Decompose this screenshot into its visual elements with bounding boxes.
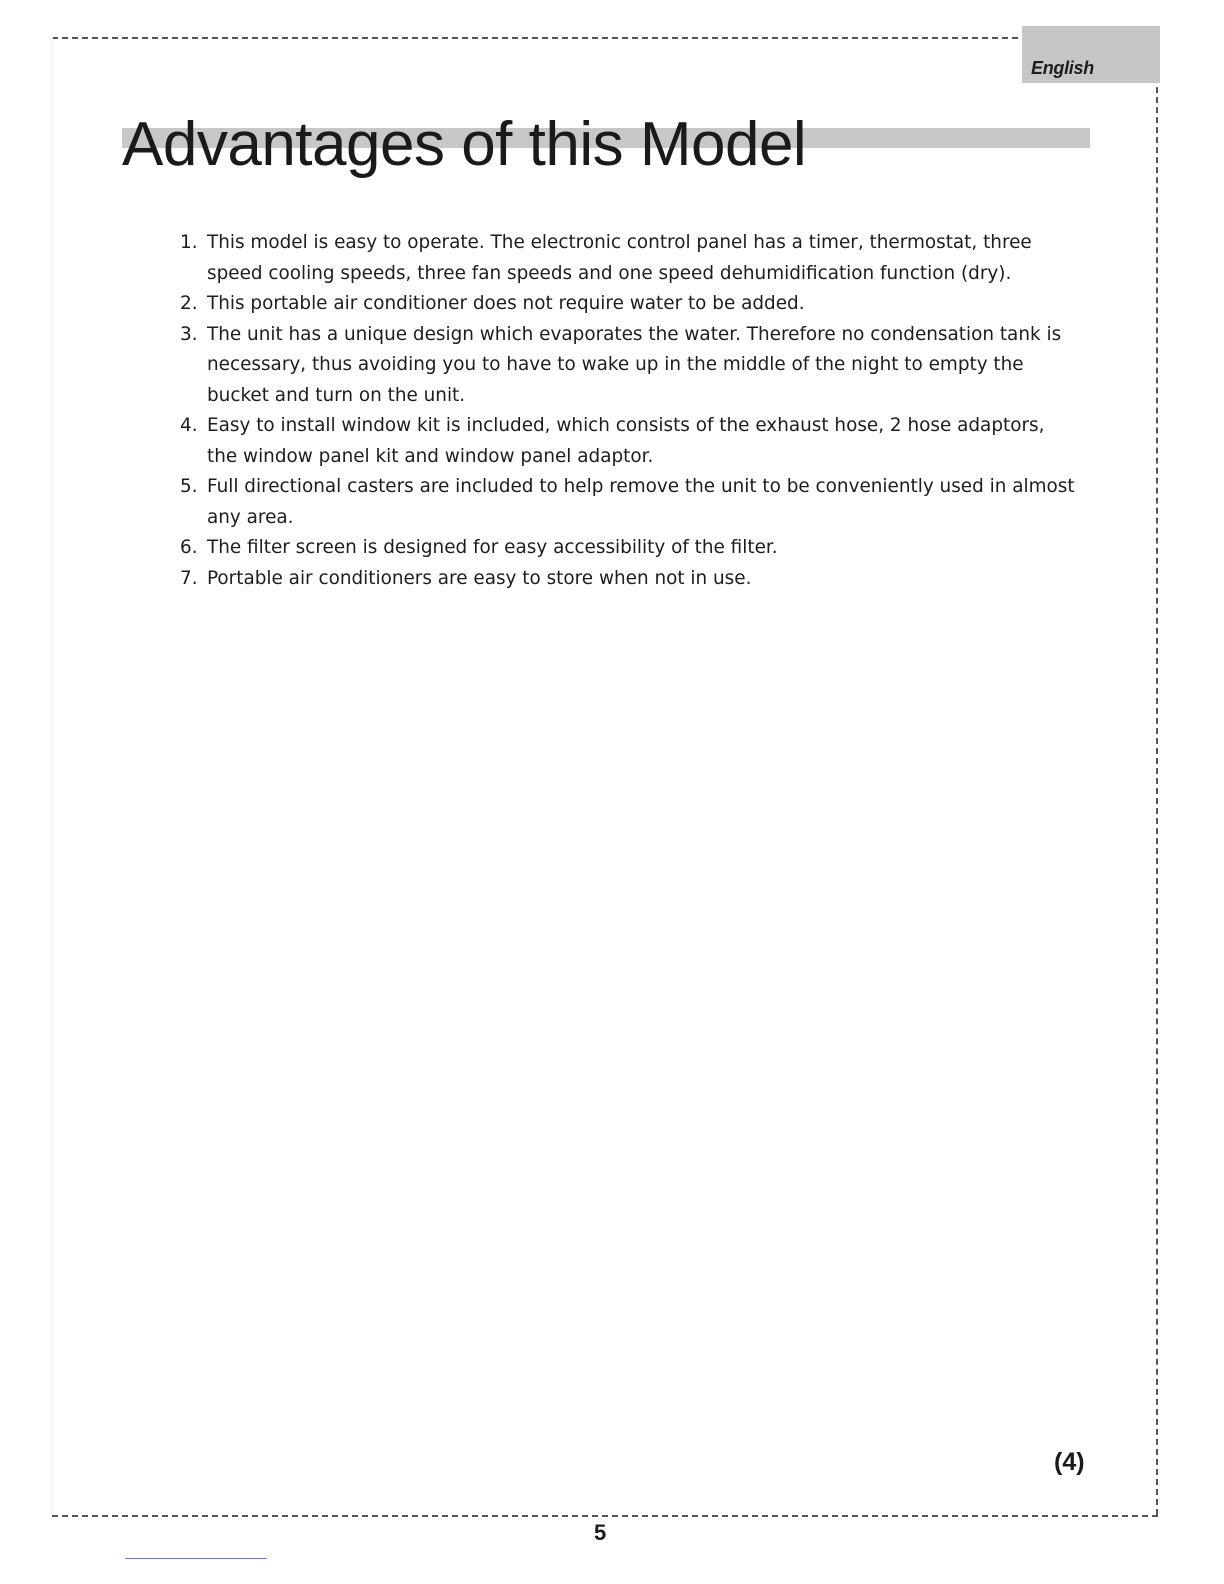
list-item-text: Easy to install window kit is included, which consists of the exhaust hose, 2 hose adaptors, the window panel kit and window panel adaptor.: [207, 415, 1045, 467]
footer-link-underline: [125, 1558, 267, 1559]
list-item: [180, 320, 1080, 412]
list-item-text: Full directional casters are included to help remove the unit to be conveniently used in almost any area.: [207, 476, 1075, 528]
page-border-left: [52, 37, 53, 1515]
list-item-number: 4.: [180, 415, 198, 436]
list-item: [180, 411, 1080, 472]
feature-list: [180, 228, 1080, 594]
list-item-text: The unit has a unique design which evaporates the water. Therefore no condensation tank is necessary, thus avoiding you to have to wake up in the middle of the night to empty the bucket and turn on the unit.: [207, 323, 1062, 406]
list-item-text: Portable air conditioners are easy to store when not in use.: [207, 567, 752, 589]
language-label: English: [1031, 58, 1094, 78]
list-item-text: This portable air conditioner does not require water to be added.: [207, 293, 805, 314]
page-number: 5: [594, 1520, 607, 1545]
section-page-number: (4): [1054, 1448, 1085, 1476]
page-border-bottom: [52, 1515, 1158, 1517]
list-item: [180, 533, 1080, 564]
list-item: [180, 564, 1080, 595]
list-item-number: 3.: [180, 323, 198, 345]
list-item-text: The filter screen is designed for easy accessibility of the filter.: [207, 537, 778, 558]
page-border-right: [1156, 37, 1158, 1515]
list-item-number: 7.: [180, 567, 198, 589]
list-item-number: 1.: [180, 232, 198, 253]
page-title: Advantages of this Model: [122, 110, 807, 179]
list-item-number: 5.: [180, 476, 198, 497]
page-border-top: [52, 37, 1158, 39]
list-item: [180, 228, 1080, 289]
list-item: [180, 472, 1080, 533]
list-item: [180, 289, 1080, 320]
list-item-number: 2.: [180, 293, 198, 314]
list-item-number: 6.: [180, 537, 198, 558]
list-item-text: This model is easy to operate. The electronic control panel has a timer, thermostat, three speed cooling speeds, three fan speeds and one speed dehumidification function (dry).: [207, 232, 1032, 284]
